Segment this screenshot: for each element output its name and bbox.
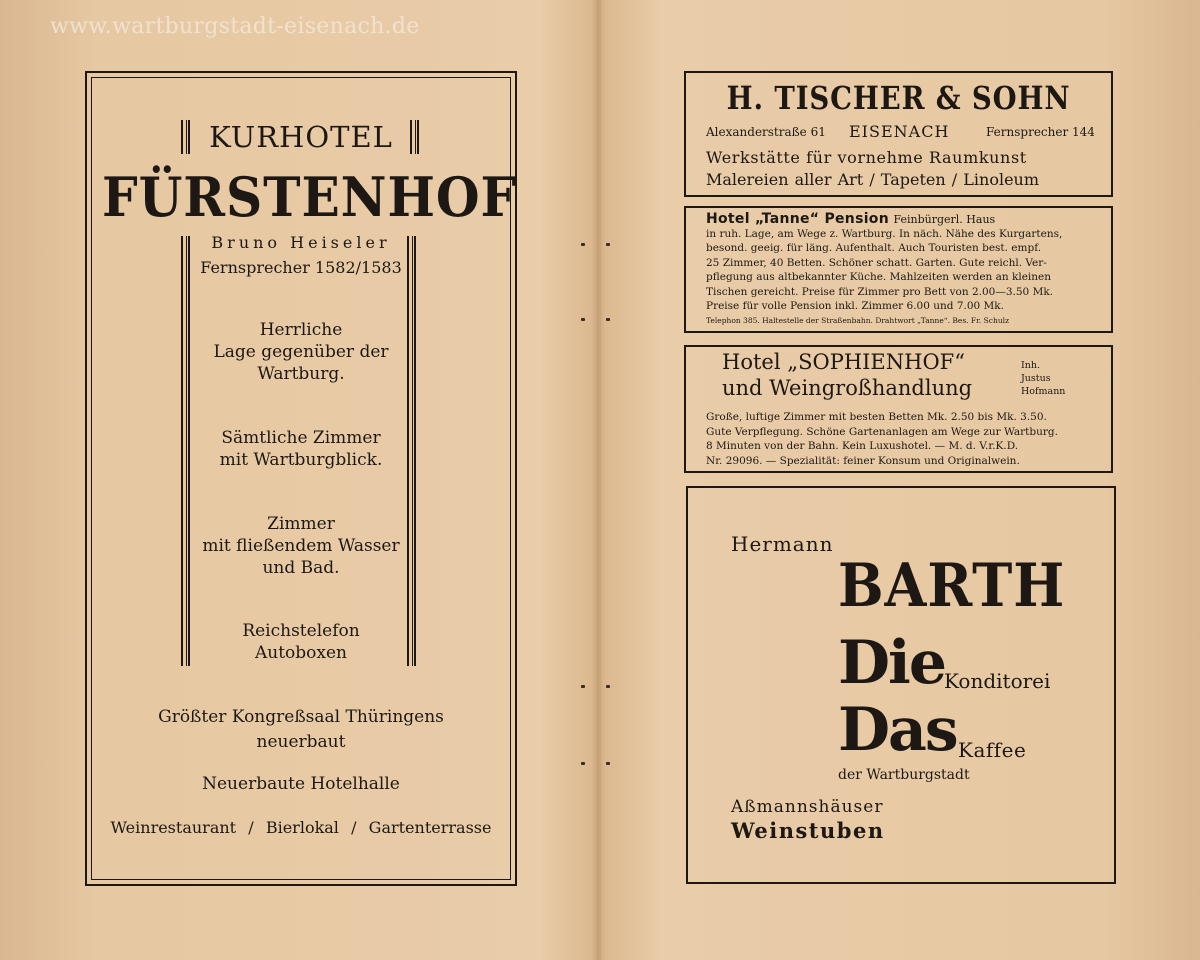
sophienhof-title2: und Weingroßhandlung (722, 376, 973, 400)
tanne-line: Feinbürgerl. Haus (893, 213, 996, 226)
text-line: Reichstelefon (242, 621, 360, 641)
tischer-name: H. TISCHER & SOHN (726, 79, 1071, 117)
text-line: Wartburg. (257, 364, 345, 384)
sophienhof-owner (1021, 359, 1065, 398)
linoleum-label: Linoleum (963, 170, 1040, 189)
owner-name: Bruno Heiseler (211, 233, 391, 252)
barth-last-name: BARTH (838, 551, 1066, 621)
owner-line: Hofmann (1021, 386, 1066, 397)
binding-stitch (606, 685, 610, 688)
barth-first-name: Hermann (731, 532, 834, 556)
binding-stitch (581, 685, 585, 688)
das-word: Das (838, 695, 957, 765)
text-line: Herrliche (259, 320, 343, 340)
tanne-line: besond. geeig. für läng. Aufenthalt. Auch Touristen best. empf. (706, 242, 1042, 255)
bottom-line (87, 818, 515, 837)
tapeten-label: Tapeten (880, 170, 946, 189)
binding-stitch (606, 243, 610, 246)
saal-text (87, 705, 515, 755)
tischer-address: Alexanderstraße 61 (706, 125, 826, 139)
sophienhof-line: Große, luftige Zimmer mit besten Betten Mk. 2.50 bis Mk. 3.50. (706, 411, 1047, 423)
tanne-title: Hotel „Tanne“ Pension (706, 211, 889, 227)
kaffee-word: Kaffee (958, 738, 1027, 762)
page-fold (597, 0, 601, 960)
binding-stitch (581, 243, 585, 246)
weinstuben-line: Weinstuben (731, 818, 885, 843)
text-line: mit Wartburgblick. (219, 450, 383, 470)
separator: / (869, 170, 875, 189)
tanne-line: pflegung aus altbekannter Küche. Mahlzeiten werden an kleinen (706, 271, 1052, 284)
tanne-footer: Telephon 385. Haltestelle der Straßenbahn. Drahtwort „Tanne“. Bes. Fr. Schulz (706, 316, 1010, 326)
text-line: und Bad. (262, 558, 340, 578)
tischer-phone: Fernsprecher 144 (986, 125, 1095, 139)
ad-barth (686, 486, 1116, 884)
wartburgstadt-line: der Wartburgstadt (838, 767, 970, 783)
ad-tischer (684, 71, 1113, 197)
binding-stitch (581, 318, 585, 321)
tanne-heading (706, 211, 995, 227)
tanne-line: in ruh. Lage, am Wege z. Wartburg. In näch. Nähe des Kurgartens, (706, 228, 1063, 240)
watermark: www.wartburgstadt-eisenach.de (50, 14, 420, 39)
tischer-line2 (706, 170, 1039, 189)
malereien-label: Malereien aller Art (706, 170, 864, 189)
owner-line: Inh. (1021, 360, 1041, 371)
tanne-line: 25 Zimmer, 40 Betten. Schöner schatt. Garten. Gute reichl. Ver- (706, 256, 1047, 269)
text-line: Autoboxen (254, 643, 347, 663)
lage-text (87, 319, 515, 385)
sophienhof-body (706, 410, 1058, 468)
sophienhof-line: Gute Verpflegung. Schöne Gartenanlagen am Wege zur Wartburg. (706, 425, 1058, 438)
separator: / (248, 818, 254, 837)
sophienhof-title1: Hotel „SOPHIENHOF“ (722, 350, 965, 374)
text-line: neuerbaut (256, 732, 346, 752)
text-line: Zimmer (267, 514, 335, 534)
weinrestaurant-label: Weinrestaurant (110, 818, 237, 837)
separator: / (351, 818, 357, 837)
telefon-text (87, 620, 515, 664)
die-word: Die (838, 628, 945, 698)
binding-stitch (581, 762, 585, 765)
sophienhof-line: 8 Minuten von der Bahn. Kein Luxushotel. — M. d. V.r.K.D. (706, 440, 1019, 452)
text-line: Größter Kongreßsaal Thüringens (158, 707, 444, 727)
gartenterrasse-label: Gartenterrasse (368, 818, 492, 837)
tanne-line: Tischen gereicht. Preise für Zimmer pro Bett von 2.00—3.50 Mk. (706, 285, 1054, 298)
hotel-name: FÜRSTENHOF (101, 165, 518, 229)
binding-stitch (606, 318, 610, 321)
text-line: Sämtliche Zimmer (221, 428, 381, 448)
phone-number: Fernsprecher 1582/1583 (200, 258, 402, 277)
tanne-body (706, 227, 1062, 329)
hotel-kind: KURHOTEL (209, 120, 393, 154)
binding-stitch (606, 762, 610, 765)
zimmer-wasser-text (87, 513, 515, 579)
zimmer-blick-text (87, 427, 515, 471)
bierlokal-label: Bierlokal (265, 818, 339, 837)
tischer-line1: Werkstätte für vornehme Raumkunst (706, 148, 1027, 167)
ad-fuerstenhof (85, 71, 517, 886)
konditorei-word: Konditorei (944, 669, 1051, 693)
ad-hotel-sophienhof (684, 345, 1113, 473)
separator: / (951, 170, 958, 189)
sophienhof-line: Nr. 29096. — Spezialität: feiner Konsum und Originalwein. (706, 454, 1020, 467)
text-line: mit fließendem Wasser (202, 536, 400, 556)
text-line: Lage gegenüber der (213, 342, 389, 362)
owner-line: Justus (1021, 373, 1051, 384)
ad-hotel-tanne (684, 206, 1113, 333)
halle-text: Neuerbaute Hotelhalle (202, 774, 400, 794)
tischer-city: EISENACH (849, 122, 950, 141)
assmannshaeuser-line: Aßmannshäuser (731, 797, 884, 817)
tanne-line: Preise für volle Pension inkl. Zimmer 6.00 und 7.00 Mk. (706, 300, 1004, 313)
